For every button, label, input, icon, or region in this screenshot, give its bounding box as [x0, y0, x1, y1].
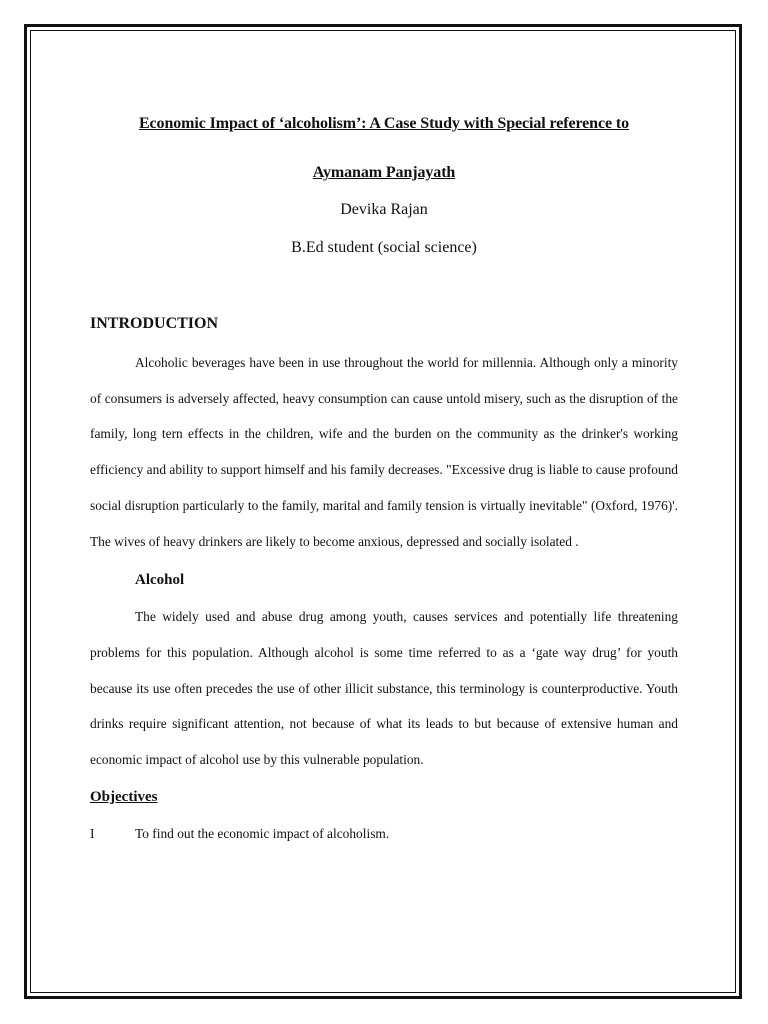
document-title-line-1: Economic Impact of ‘alcoholism’: A Case Study with Special reference to: [138, 115, 630, 132]
document-body: [90, 96, 678, 850]
objectives-heading: Objectives: [90, 788, 158, 805]
document-title-line-2: Aymanam Panjayath: [312, 164, 456, 181]
alcohol-heading: Alcohol: [135, 572, 185, 589]
objective-text: To find out the economic impact of alcoholism.: [135, 825, 390, 841]
author-name: Devika Rajan: [340, 201, 428, 218]
alcohol-paragraph: The widely used and abuse drug among youth, causes services and potentially life threatening problems for this population. Although alcohol is some time referred to as a ‘gate way drug’ for youth because its use often precedes the use of other illicit substance, this terminology is counterproductive. Youth drinks require significant attention, not because of what its leads to but because of extensive human and economic impact of alcohol use by this vulnerable population.: [90, 609, 678, 768]
introduction-heading: INTRODUCTION: [90, 315, 219, 332]
objective-number: I: [90, 825, 95, 841]
introduction-paragraph: Alcoholic beverages have been in use throughout the world for millennia. Although only a minority of consumers is adversely affected, heavy consumption can cause untold misery, such as the disruption of the family, long tern effects in the children, wife and the burden on the community as the drinker's working efficiency and ability to support himself and his family decreases. "Excessive drug is liable to cause profound social disruption particularly to the family, marital and family tension is virtually inevitable" (Oxford, 1976)'. The wives of heavy drinkers are likely to become anxious, depressed and socially isolated .: [90, 355, 678, 549]
author-role: B.Ed student (social science): [291, 239, 477, 256]
objective-item: [90, 818, 678, 850]
